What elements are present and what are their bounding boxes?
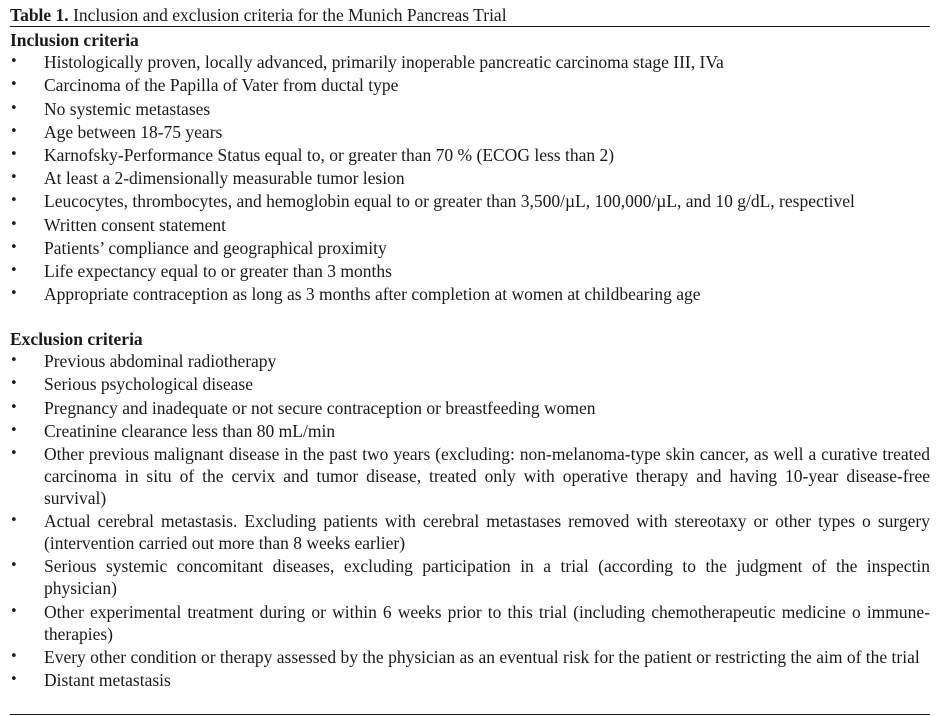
exclusion-item <box>10 397 930 419</box>
exclusion-heading: Exclusion criteria <box>10 329 143 350</box>
bullet-icon: • <box>10 603 18 619</box>
bullet-icon: • <box>10 648 18 664</box>
inclusion-item <box>10 51 930 73</box>
exclusion-item-text: Every other condition or therapy assessed by the physician as an eventual risk for the patient or restricting the aim of the trial <box>44 646 920 667</box>
bullet-icon: • <box>10 100 18 116</box>
inclusion-item-text: Carcinoma of the Papilla of Vater from ductal type <box>44 75 399 96</box>
bullet-icon: • <box>10 399 18 415</box>
exclusion-item <box>10 420 930 442</box>
inclusion-item <box>10 190 930 212</box>
bullet-icon: • <box>10 671 18 687</box>
bullet-icon: • <box>10 376 18 392</box>
inclusion-item-text: No systemic metastases <box>44 98 211 119</box>
exclusion-item <box>10 601 930 645</box>
inclusion-item <box>10 283 930 305</box>
table-caption-title: Inclusion and exclusion criteria for the Munich Pancreas Trial <box>68 5 507 25</box>
exclusion-item <box>10 350 930 372</box>
exclusion-item <box>10 555 930 599</box>
inclusion-item-text: Appropriate contraception as long as 3 months after completion at women at childbearing age <box>44 284 701 305</box>
exclusion-item <box>10 510 930 554</box>
exclusion-item-text: Other experimental treatment during or within 6 weeks prior to this trial (including chemotherapeutic medicine o immune-therapies) <box>44 601 930 644</box>
inclusion-item-text: Written consent statement <box>44 214 227 235</box>
exclusion-item <box>10 443 930 509</box>
bullet-icon: • <box>10 513 18 529</box>
exclusion-item <box>10 669 930 691</box>
inclusion-item-text: At least a 2-dimensionally measurable tumor lesion <box>44 168 405 189</box>
inclusion-item-text: Patients’ compliance and geographical proximity <box>44 237 387 258</box>
exclusion-item <box>10 373 930 395</box>
exclusion-item-text: Distant metastasis <box>44 669 171 690</box>
bullet-icon: • <box>10 146 18 162</box>
exclusion-item-text: Serious systemic concomitant diseases, excluding participation in a trial (according to the judgment of the inspectin physician) <box>44 556 930 599</box>
bullet-icon: • <box>10 193 18 209</box>
exclusion-item-text: Previous abdominal radiotherapy <box>44 351 277 372</box>
bullet-icon: • <box>10 353 18 369</box>
bullet-icon: • <box>10 558 18 574</box>
inclusion-item-text: Histologically proven, locally advanced, primarily inoperable pancreatic carcinoma stage III, IVa <box>44 52 724 73</box>
table-bottom-rule <box>10 714 930 715</box>
inclusion-item <box>10 167 930 189</box>
exclusion-item-text: Pregnancy and inadequate or not secure contraception or breastfeeding women <box>44 397 596 418</box>
inclusion-item <box>10 98 930 120</box>
inclusion-item-text: Karnofsky-Performance Status equal to, or greater than 70 % (ECOG less than 2) <box>44 144 615 165</box>
bullet-icon: • <box>10 446 18 461</box>
inclusion-item <box>10 260 930 282</box>
bullet-icon: • <box>10 422 18 438</box>
exclusion-item-text: Actual cerebral metastasis. Excluding patients with cerebral metastases removed with stereotaxy or other types o surgery (intervention carried out more than 8 weeks earlier) <box>44 511 930 554</box>
inclusion-item-text: Leucocytes, thrombocytes, and hemoglobin equal to or greater than 3,500/µL, 100,000/µL, and 10 g/dL, respectivel <box>44 191 855 212</box>
inclusion-item <box>10 121 930 143</box>
inclusion-item <box>10 214 930 236</box>
bullet-icon: • <box>10 77 18 93</box>
exclusion-item <box>10 646 930 668</box>
inclusion-item <box>10 237 930 259</box>
bullet-icon: • <box>10 170 18 186</box>
bullet-icon: • <box>10 239 18 255</box>
bullet-icon: • <box>10 123 18 139</box>
exclusion-list <box>10 350 930 691</box>
inclusion-heading: Inclusion criteria <box>10 30 139 50</box>
criteria-table <box>10 5 930 716</box>
exclusion-item-text: Other previous malignant disease in the past two years (excluding: non-melanoma-type skin cancer, as well a curative treated carcinoma in situ of the cervix and tumor disease, treated only with operative therapy and having 10-year disease-free survival) <box>44 444 930 508</box>
table-caption-label: Table 1. <box>10 5 69 25</box>
inclusion-list <box>10 51 930 305</box>
inclusion-item <box>10 144 930 166</box>
bullet-icon: • <box>10 262 18 278</box>
exclusion-item-text: Creatinine clearance less than 80 mL/min <box>44 420 336 441</box>
inclusion-item-text: Life expectancy equal to or greater than 3 months <box>44 260 392 281</box>
bullet-icon: • <box>10 54 18 70</box>
bullet-icon: • <box>10 286 18 302</box>
inclusion-item <box>10 74 930 96</box>
table-caption <box>10 5 930 27</box>
exclusion-item-text: Serious psychological disease <box>44 374 253 395</box>
bullet-icon: • <box>10 216 18 232</box>
inclusion-item-text: Age between 18-75 years <box>44 121 223 142</box>
